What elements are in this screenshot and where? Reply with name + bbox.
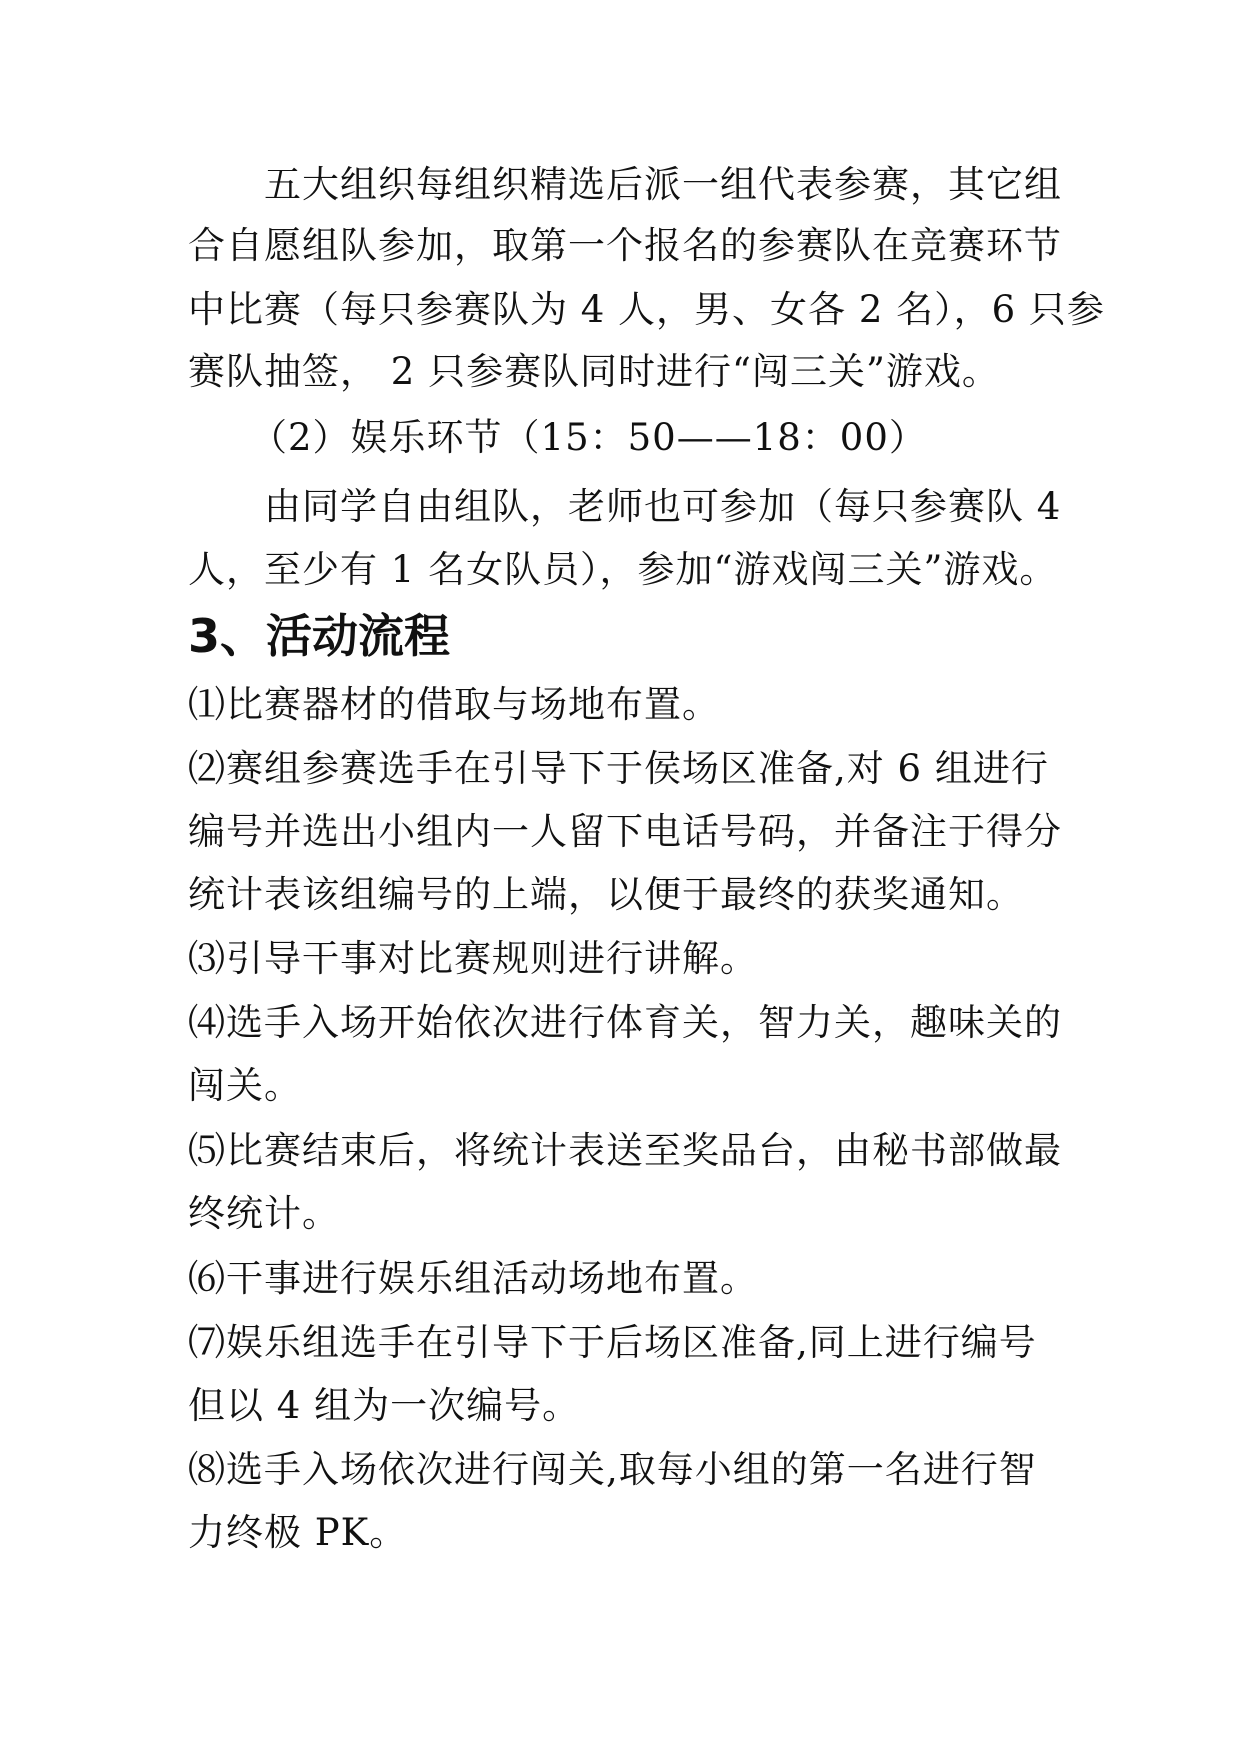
section-heading: 3、活动流程 xyxy=(188,609,451,663)
list-item-continued: 统计表该组编号的上端，以便于最终的获奖通知。 xyxy=(188,873,1024,916)
list-item: ⑶引导干事对比赛规则进行讲解。 xyxy=(188,937,758,980)
list-item: ⑸比赛结束后，将统计表送至奖品台，由秘书部做最 xyxy=(188,1129,1062,1172)
list-item-continued: 力终极 PK。 xyxy=(188,1511,408,1554)
paragraph-line: 赛队抽签， 2 只参赛队同时进行“闯三关”游戏。 xyxy=(188,350,1000,393)
paragraph-line: 中比赛（每只参赛队为 4 人，男、女各 2 名），6 只参 xyxy=(188,288,1105,331)
list-item: ⑴比赛器材的借取与场地布置。 xyxy=(188,683,720,726)
list-item: ⑷选手入场开始依次进行体育关，智力关，趣味关的 xyxy=(188,1001,1062,1044)
list-item: ⑵赛组参赛选手在引导下于侯场区准备,对 6 组进行 xyxy=(188,747,1049,790)
list-item: ⑻选手入场依次进行闯关,取每小组的第一名进行智 xyxy=(188,1448,1037,1491)
paragraph-line: 由同学自由组队，老师也可参加（每只参赛队 4 xyxy=(264,485,1062,528)
paragraph-line: 人，至少有 1 名女队员），参加“游戏闯三关”游戏。 xyxy=(188,548,1058,591)
subheading-entertainment: （2）娱乐环节（15：50——18：00） xyxy=(250,416,927,459)
list-item-continued: 但以 4 组为一次编号。 xyxy=(188,1384,581,1427)
list-item-continued: 闯关。 xyxy=(188,1064,302,1107)
list-item: ⑹干事进行娱乐组活动场地布置。 xyxy=(188,1257,758,1300)
paragraph-line: 五大组织每组织精选后派一组代表参赛，其它组 xyxy=(264,163,1062,206)
paragraph-line: 合自愿组队参加，取第一个报名的参赛队在竞赛环节 xyxy=(188,224,1062,267)
list-item-continued: 编号并选出小组内一人留下电话号码，并备注于得分 xyxy=(188,810,1062,853)
list-item-continued: 终统计。 xyxy=(188,1192,340,1235)
list-item: ⑺娱乐组选手在引导下于后场区准备,同上进行编号 xyxy=(188,1321,1037,1364)
